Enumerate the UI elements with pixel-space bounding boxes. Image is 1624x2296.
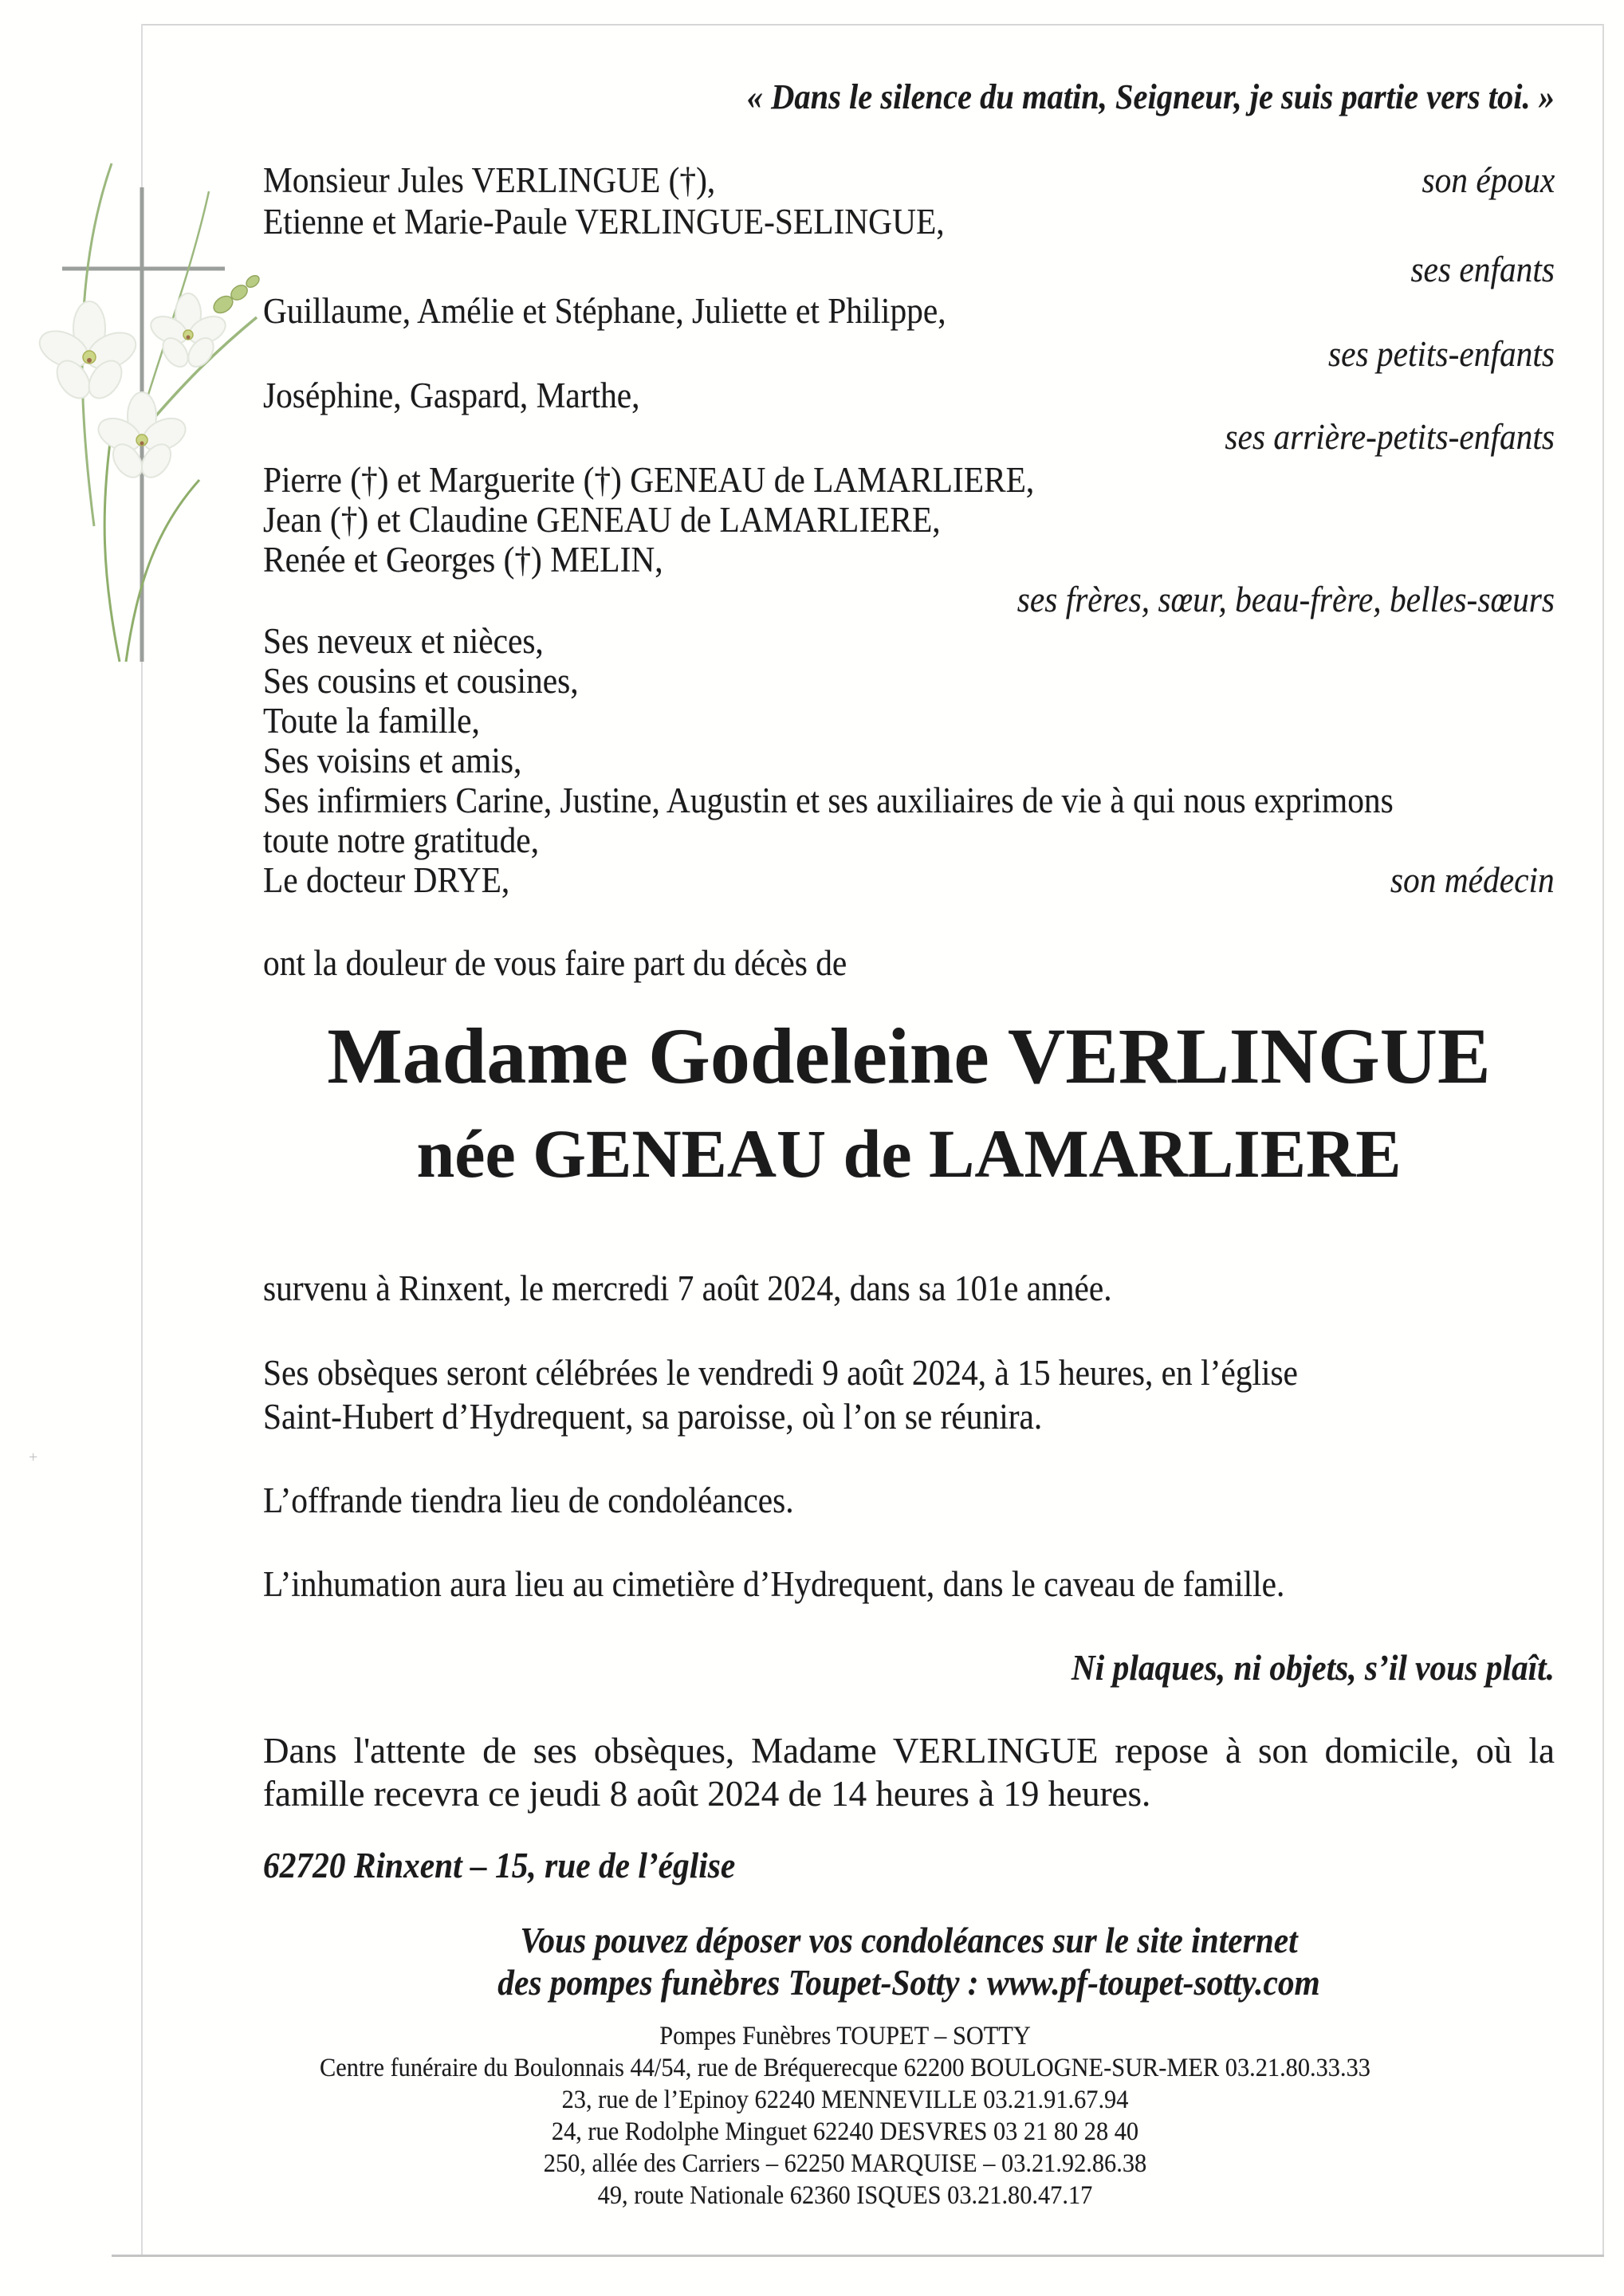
mourner-line: Joséphine, Gaspard, Marthe, bbox=[263, 375, 640, 415]
cross-and-orchid-decoration bbox=[0, 112, 287, 718]
funeral-home-address: 250, allée des Carriers – 62250 MARQUISE – 03.21.92.86.38 bbox=[543, 2149, 1147, 2178]
mourner-name: Le docteur DRYE, bbox=[263, 860, 510, 900]
visitation-line1: Dans l'attente de ses obsèques, Madame VERLINGUE repose à son domicile, où la bbox=[263, 1731, 1555, 1771]
relation-label: ses enfants bbox=[1410, 250, 1555, 289]
scan-artifact-mark: + bbox=[29, 1449, 38, 1466]
funeral-home-name: Pompes Funèbres TOUPET – SOTTY bbox=[659, 2022, 1031, 2050]
opening-quote: « Dans le silence du matin, Seigneur, je suis partie vers toi. » bbox=[746, 77, 1555, 116]
relation-label: ses arrière-petits-enfants bbox=[1225, 417, 1555, 457]
no-plaques-note: Ni plaques, ni objets, s’il vous plaît. bbox=[1071, 1648, 1555, 1688]
mourner-line: Ses cousins et cousines, bbox=[263, 661, 579, 701]
relation-label: ses petits-enfants bbox=[1327, 334, 1555, 374]
mourner-line: Guillaume, Amélie et Stéphane, Juliette et Philippe, bbox=[263, 291, 946, 331]
deceased-name: Madame Godeleine VERLINGUE bbox=[327, 1012, 1491, 1100]
mourner-line: Ses infirmiers Carine, Justine, Augustin et ses auxiliaires de vie à qui nous exprimons bbox=[263, 780, 1394, 820]
death-details: survenu à Rinxent, le mercredi 7 août 2024, dans sa 101e année. bbox=[263, 1268, 1112, 1308]
offering-note: L’offrande tiendra lieu de condoléances. bbox=[263, 1480, 794, 1520]
funeral-home-address: Centre funéraire du Boulonnais 44/54, rue de Bréquerecque 62200 BOULOGNE-SUR-MER 03.21.80.33.33 bbox=[320, 2054, 1370, 2082]
relation-label: ses frères, sœur, beau-frère, belles-sœurs bbox=[1016, 580, 1555, 619]
funeral-details-line2: Saint-Hubert d’Hydrequent, sa paroisse, où l’on se réunira. bbox=[263, 1397, 1043, 1437]
online-condolences-line1: Vous pouvez déposer vos condoléances sur le site internet bbox=[520, 1921, 1298, 1960]
mourner-line: Toute la famille, bbox=[263, 701, 480, 741]
deceased-maiden-name: née GENEAU de LAMARLIERE bbox=[416, 1115, 1402, 1192]
mourner-line-spouse bbox=[263, 159, 1555, 202]
online-condolences-line2: des pompes funèbres Toupet-Sotty : www.pf-toupet-sotty.com bbox=[497, 1963, 1320, 2003]
mourner-line: toute notre gratitude, bbox=[263, 820, 540, 860]
funeral-details-line1: Ses obsèques seront célébrées le vendredi 9 août 2024, à 15 heures, en l’église bbox=[263, 1353, 1298, 1393]
mourner-name: Monsieur Jules VERLINGUE (†), bbox=[263, 160, 716, 200]
home-address: 62720 Rinxent – 15, rue de l’église bbox=[263, 1846, 736, 1885]
funeral-home-address: 23, rue de l’Epinoy 62240 MENNEVILLE 03.21.91.67.94 bbox=[561, 2086, 1129, 2114]
visitation-line2: famille recevra ce jeudi 8 août 2024 de 14 heures à 19 heures. bbox=[263, 1774, 1151, 1814]
relation-label: son époux bbox=[1421, 160, 1555, 200]
page-bottom-edge bbox=[112, 2255, 1604, 2257]
mourner-line: Jean (†) et Claudine GENEAU de LAMARLIERE, bbox=[263, 500, 941, 540]
announcement-intro: ont la douleur de vous faire part du décès de bbox=[263, 943, 847, 983]
funeral-home-address: 49, route Nationale 62360 ISQUES 03.21.80.47.17 bbox=[597, 2181, 1093, 2210]
funeral-home-address: 24, rue Rodolphe Minguet 62240 DESVRES 03 21 80 28 40 bbox=[551, 2117, 1139, 2146]
relation-label: son médecin bbox=[1390, 860, 1555, 900]
stem-icons bbox=[82, 163, 257, 662]
mourner-line: Etienne et Marie-Paule VERLINGUE-SELINGUE, bbox=[263, 202, 945, 242]
mourner-line: Renée et Georges (†) MELIN, bbox=[263, 540, 663, 580]
funeral-home-footer bbox=[88, 2020, 1602, 2211]
orchid-icon bbox=[34, 293, 230, 482]
page-top-edge bbox=[142, 24, 1604, 26]
page-right-edge bbox=[1602, 24, 1604, 2256]
burial-details: L’inhumation aura lieu au cimetière d’Hydrequent, dans le caveau de famille. bbox=[263, 1564, 1285, 1604]
mourner-line: Ses neveux et nièces, bbox=[263, 621, 544, 661]
mourner-line-doctor bbox=[263, 859, 1555, 902]
mourner-line: Ses voisins et amis, bbox=[263, 741, 522, 780]
mourner-line: Pierre (†) et Marguerite (†) GENEAU de LAMARLIERE, bbox=[263, 460, 1035, 500]
